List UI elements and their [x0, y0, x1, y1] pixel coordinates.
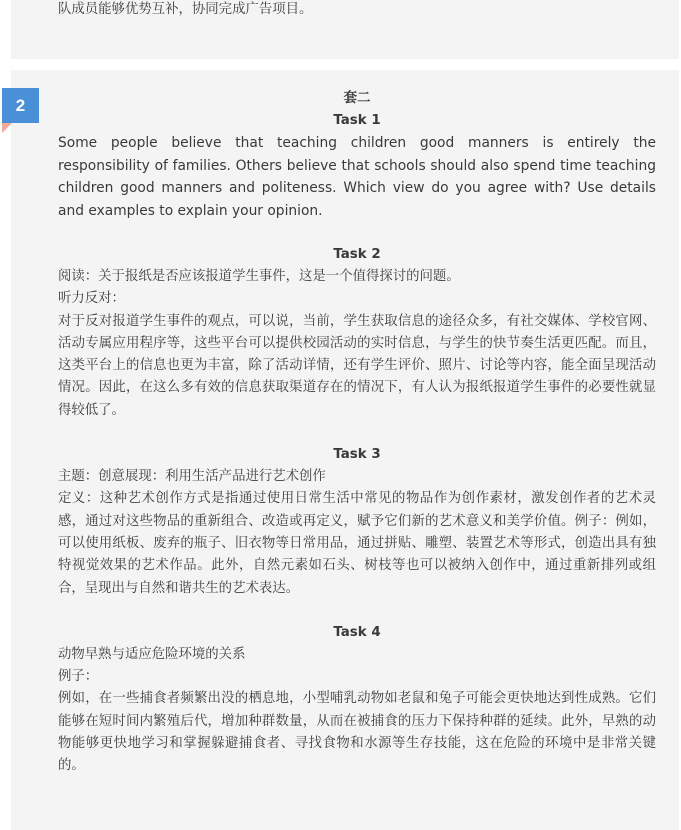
- badge-fold-decoration: [2, 123, 12, 133]
- task-2-listening-label: 听力反对：: [58, 291, 125, 307]
- task-3-topic: 主题：创意展现：利用生活产品进行艺术创作: [58, 469, 326, 485]
- task-3-section: [58, 444, 656, 600]
- task-1-title: Task 1: [333, 113, 381, 128]
- task-2-reading: 阅读：关于报纸是否应该报道学生事件，这是一个值得探讨的问题。: [58, 269, 460, 284]
- task-2-title: Task 2: [333, 247, 381, 262]
- task-4-example-label: 例子：: [58, 669, 99, 685]
- spacer: [58, 600, 656, 622]
- task-3-definition: 定义：这种艺术创作方式是指通过使用日常生活中常见的物品作为创作素材，激发创作者的艺术灵感，通过对这些物品的重新组合、改造或再定义，赋予它们新的艺术意义和美学价值。例子：例如，可以使用纸板、废弃的瓶子、旧衣物等日常用品，通过拼贴、雕塑、装置艺术等形式，创造出具有独特视觉效果的艺术作品。此外，自然元素如石头、树枝等也可以被纳入创作中，通过重新排列或组合，呈现出与自然和谐共生的艺术表达。: [58, 491, 656, 596]
- task-1-prompt: Some people believe that teaching children good manners is entirely the responsibility of families. Others believe that schools should also spend time teaching children good manners and politeness. Which view do you agree with? Use details and examples to explain your opinion.: [58, 135, 656, 219]
- task-3-title: Task 3: [333, 447, 381, 463]
- task-4-title: Task 4: [333, 624, 381, 640]
- spacer: [58, 222, 656, 244]
- set-title: 套二: [343, 91, 371, 106]
- previous-card: [11, 0, 679, 59]
- task-1-section: [58, 110, 656, 222]
- spacer: [58, 422, 656, 444]
- task-2-section: [58, 244, 656, 422]
- task-4-example-text: 例如，在一些捕食者频繁出没的栖息地，小型哺乳动物如老鼠和兔子可能会更快地达到性成熟。它们能够在短时间内繁殖后代，增加种群数量，从而在被捕食的压力下保持种群的延续。此外，早熟的动物能够更快地学习和掌握躲避捕食者、寻找食物和水源等生存技能，这在危险的环境中是非常关键的。: [58, 691, 656, 774]
- task-4-section: [58, 622, 656, 778]
- task-2-listening-text: 对于反对报道学生事件的观点，可以说，当前，学生获取信息的途径众多，有社交媒体、学校官网、活动专属应用程序等，这些平台可以提供校园活动的实时信息，与学生的快节奏生活更匹配。而且，这类平台上的信息也更为丰富，除了活动详情，还有学生评价、照片、讨论等内容，能全面呈现活动情况。因此，在这么多有效的信息获取渠道存在的情况下，有人认为报纸报道学生事件的必要性就显得较低了。: [58, 313, 656, 418]
- task-4-topic: 动物早熟与适应危险环境的关系: [58, 646, 246, 662]
- previous-card-text: 队成员能够优势互补，协同完成广告项目。: [58, 2, 313, 17]
- set-number-badge: 2: [2, 88, 39, 123]
- question-set-content: [58, 88, 656, 778]
